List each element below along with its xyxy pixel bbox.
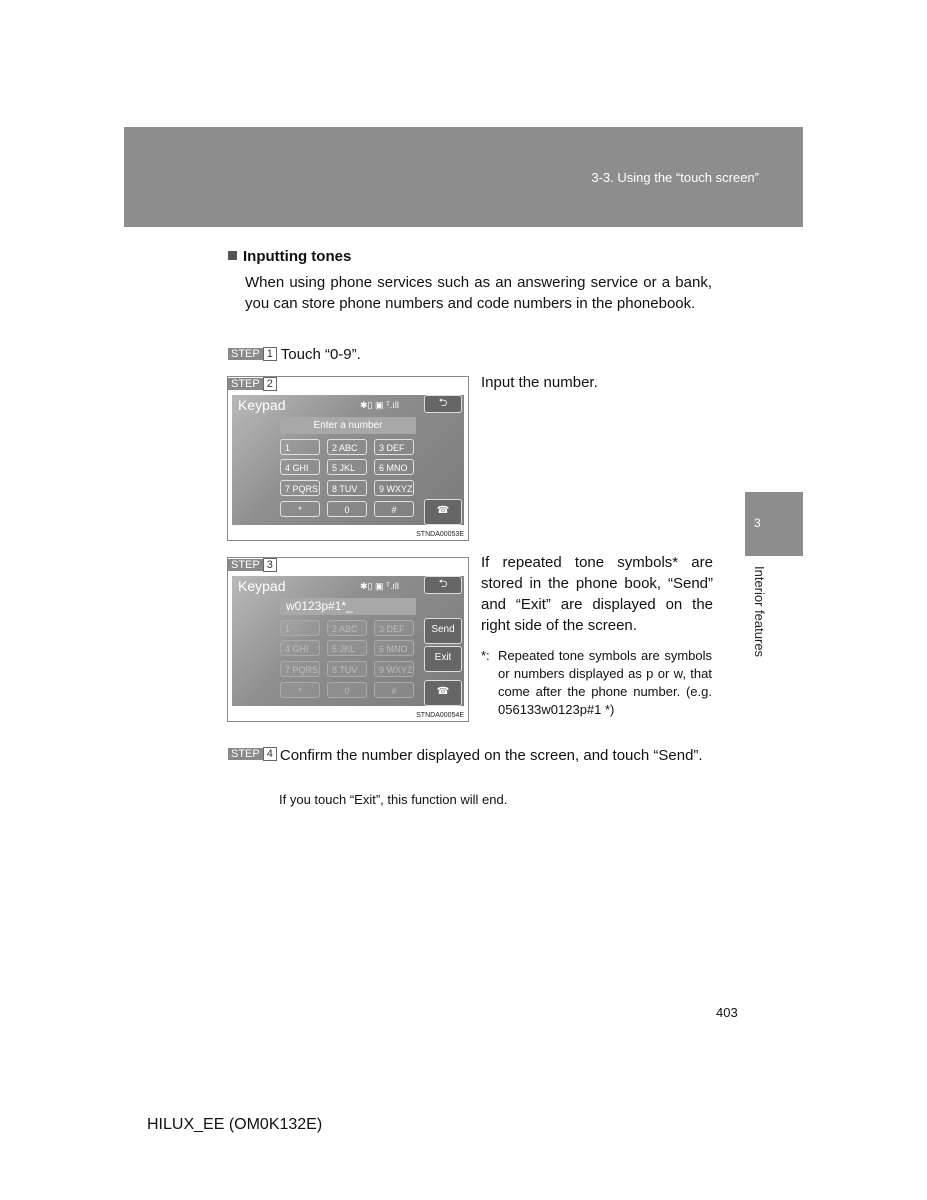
key-hash: #: [374, 682, 414, 698]
step-3-text: If repeated tone symbols* are stored in the phone book, “Send” and “Exit” are displayed on the right side of the screen.: [481, 554, 713, 634]
screen-title: Keypad: [238, 397, 286, 413]
key-1[interactable]: 1: [280, 439, 320, 455]
step-text: Confirm the number displayed on the screen, and touch “Send”.: [279, 747, 703, 764]
key-8[interactable]: 8 TUV: [327, 480, 367, 496]
step-3-figure: [227, 557, 469, 722]
note-text: Repeated tone symbols are symbols or numbers displayed as p or w, that come after the phone number. (e.g. 056133w0123p#1 *): [498, 648, 712, 717]
key-0[interactable]: 0: [327, 501, 367, 517]
subsection-heading: Inputting tones: [228, 248, 351, 265]
number-input[interactable]: w0123p#1*_: [280, 598, 416, 615]
key-5[interactable]: 5 JKL: [327, 459, 367, 475]
figure-code: STNDA00054E: [416, 712, 464, 719]
exit-button[interactable]: Exit: [424, 646, 462, 672]
step-badge: STEP 4: [228, 747, 277, 761]
step-2-text: Input the number.: [481, 374, 598, 391]
step-badge: STEP 3: [228, 558, 277, 572]
step-2-figure: [227, 376, 469, 541]
key-star[interactable]: *: [280, 501, 320, 517]
chapter-number: 3: [754, 516, 761, 530]
key-star: *: [280, 682, 320, 698]
key-3[interactable]: 3 DEF: [374, 439, 414, 455]
key-9: 9 WXYZ: [374, 661, 414, 677]
key-hash[interactable]: #: [374, 501, 414, 517]
key-2: 2 ABC: [327, 620, 367, 636]
send-button[interactable]: Send: [424, 618, 462, 644]
square-bullet-icon: [228, 251, 237, 260]
call-icon[interactable]: ☎: [424, 680, 462, 706]
step-4: [228, 745, 712, 766]
chapter-label: Interior features: [752, 566, 767, 658]
keypad-screen: [232, 395, 464, 525]
number-input[interactable]: Enter a number: [280, 417, 416, 434]
intro-paragraph: When using phone services such as an answering service or a bank, you can store phone numbers and code numbers in the phonebook.: [245, 274, 712, 312]
page-header: [124, 127, 803, 227]
key-7[interactable]: 7 PQRS: [280, 480, 320, 496]
page-number: 403: [716, 1005, 738, 1020]
key-8: 8 TUV: [327, 661, 367, 677]
key-4: 4 GHI: [280, 640, 320, 656]
key-6[interactable]: 6 MNO: [374, 459, 414, 475]
key-6: 6 MNO: [374, 640, 414, 656]
key-1: 1: [280, 620, 320, 636]
key-4[interactable]: 4 GHI: [280, 459, 320, 475]
note-marker: *:: [481, 648, 490, 663]
step-4-subtext: If you touch “Exit”, this function will end.: [279, 792, 508, 807]
step-badge: STEP 1: [228, 347, 277, 361]
key-3: 3 DEF: [374, 620, 414, 636]
step-1: [228, 344, 361, 365]
key-5: 5 JKL: [327, 640, 367, 656]
figure-code: STNDA00053E: [416, 531, 464, 538]
step-badge: STEP 2: [228, 377, 277, 391]
status-icons: ✱▯ ▣ ᵀ.ıll: [360, 400, 399, 410]
key-0: 0: [327, 682, 367, 698]
key-7: 7 PQRS: [280, 661, 320, 677]
status-icons: ✱▯ ▣ ᵀ.ıll: [360, 581, 399, 591]
key-9[interactable]: 9 WXYZ: [374, 480, 414, 496]
chapter-tab: [745, 492, 803, 556]
screen-title: Keypad: [238, 578, 286, 594]
section-title: 3-3. Using the “touch screen”: [591, 170, 759, 185]
step-text: Touch “0-9”.: [280, 346, 361, 363]
keypad-screen: [232, 576, 464, 706]
call-icon[interactable]: ☎: [424, 499, 462, 525]
back-icon[interactable]: ⮌: [424, 395, 462, 413]
document-code: HILUX_EE (OM0K132E): [147, 1116, 323, 1133]
back-icon[interactable]: ⮌: [424, 576, 462, 594]
key-2[interactable]: 2 ABC: [327, 439, 367, 455]
